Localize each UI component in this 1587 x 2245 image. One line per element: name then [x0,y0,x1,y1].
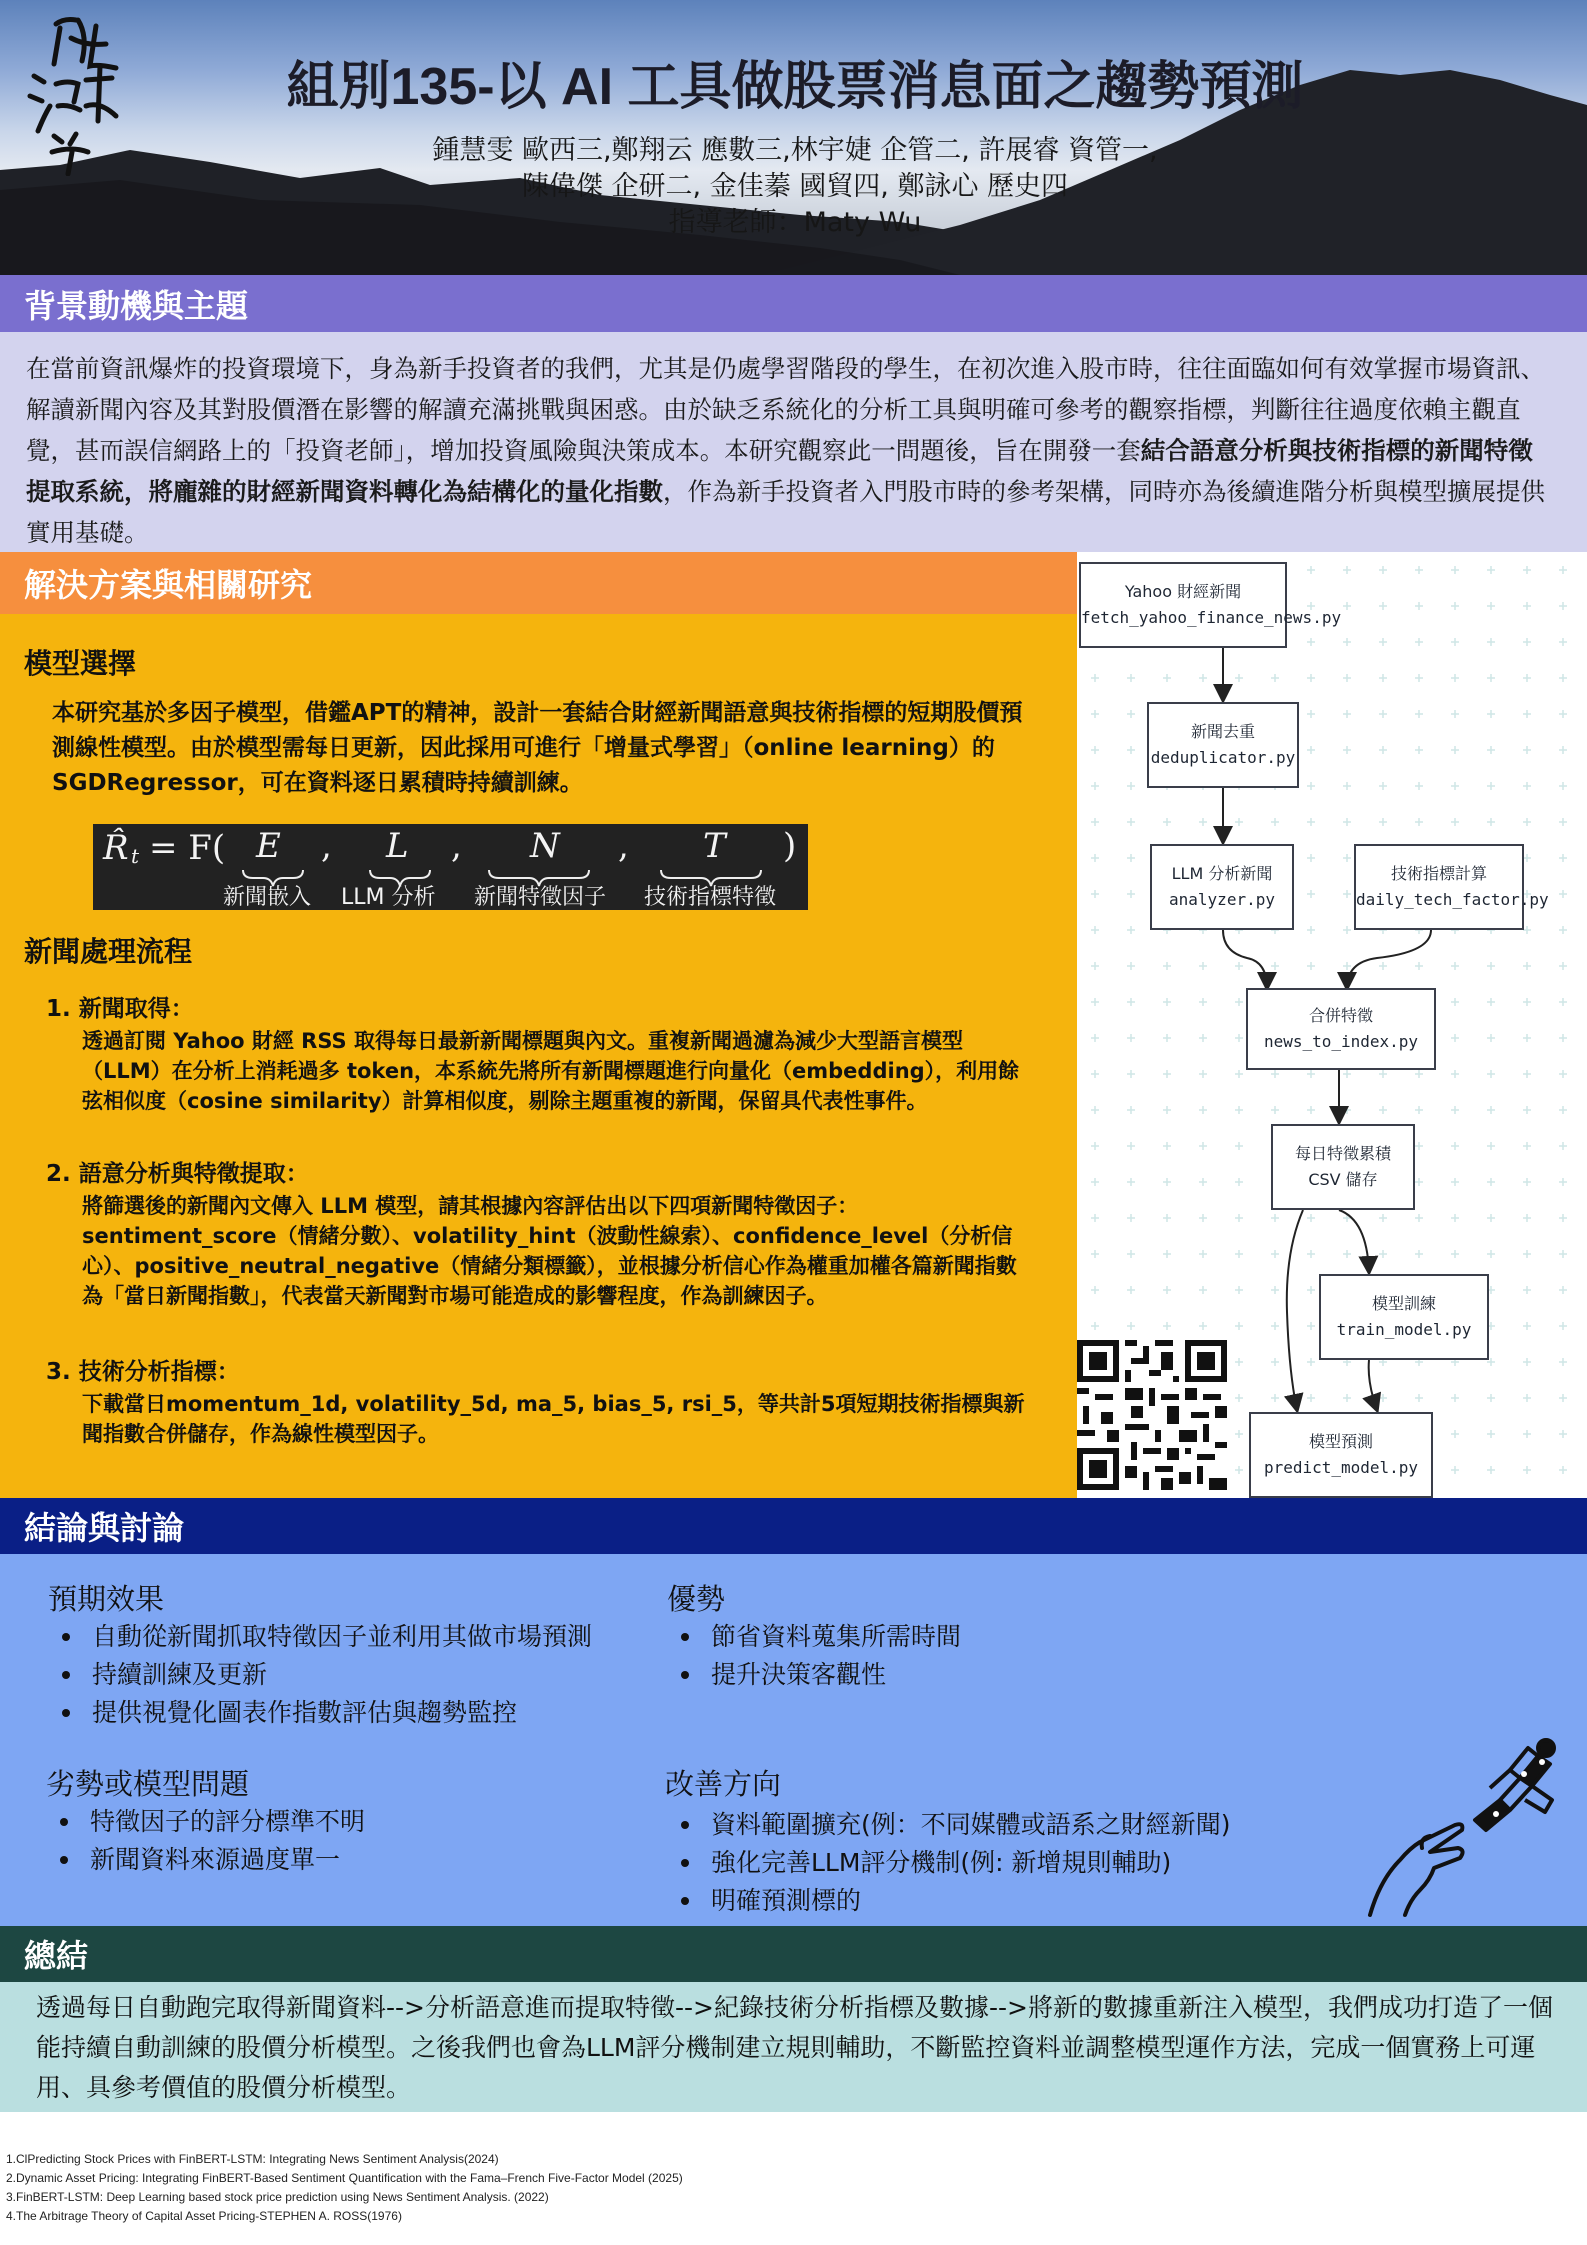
formula-var-l: L [386,826,409,866]
flow-node-merge-code: news_to_index.py [1263,1032,1419,1051]
flow-node-accumulate [1271,1124,1415,1210]
advantages-title: 優勢 [667,1582,726,1616]
list-item: 明確預測標的 [667,1882,1231,1920]
summary-box [0,1982,1587,2112]
flow-node-merge-label: 合併特徵 [1308,1006,1373,1025]
poster-header [0,0,1587,275]
authors-line-1: 鍾慧雯 歐西三,鄭翔云 應數三,林宇婕 企管二, 許展睿 資管一, [432,135,1158,166]
reference-item: 4.The Arbitrage Theory of Capital Asset Pricing-STEPHEN A. ROSS(1976) [6,2209,402,2223]
list-item: 提升決策客觀性 [667,1656,961,1694]
flow-node-fetch-label: Yahoo 財經新聞 [1124,582,1242,601]
advantages-list [667,1618,961,1694]
background-text: 在當前資訊爆炸的投資環境下，身為新手投資者的我們，尤其是仍處學習階段的學生，在初次進入股市時，往往面臨如何有效掌握市場資訊、解讀新聞內容及其對股價潛在影響的解讀充滿挑戰與困惑。由於缺乏系統化的分析工具與明確可參考的觀察指標，判斷往往過度依賴主觀直覺，甚而誤信網路上的「投資老師」，增加投資風險與決策成本。本研究觀察此一問題後，旨在開發一套 [26,354,1545,465]
flow-node-llm-code: analyzer.py [1169,890,1275,909]
formula-label-n: 新聞特徵因子 [474,885,607,910]
background-text-end: ，作為新手投資者入門股市時的參考架構，同時亦為後續進階分析與模型擴展提供實用基礎。 [26,477,1545,547]
formula-lhs-sub: t [131,844,140,868]
section-bar-solution [0,552,1077,614]
flow-node-fetch-code: fetch_yahoo_finance_news.py [1081,608,1342,627]
step-1-text: 透過訂閱 Yahoo 財經 RSS 取得每日最新新聞標題與內文。重複新聞過濾為減少大型語言模型（LLM）在分析上消耗過多 token，本系統先將所有新聞標題進行向量化（embedding），利用餘弦相似度（cosine similarity）計算相似度，剔除主題重複的新聞，保留具代表性事件。 [82,1029,1020,1113]
step-3-head: 3. 技術分析指標： [46,1359,240,1385]
formula-box: R̂ t = F( E , L , N , T ) 新聞嵌入 LLM 分析 新聞特徵因子 技術指標特徵 [93,824,808,910]
qr-code-icon[interactable] [1077,1340,1227,1490]
flow-node-llm [1150,844,1294,930]
formula-lhs: R̂ [103,828,129,868]
step-3-text: 下載當日momentum_1d, volatility_5d, ma_5, bias_5, rsi_5，等共計5項短期技術指標與新聞指數合併儲存，作為線性模型因子。 [82,1392,1025,1446]
flow-node-dedup-label: 新聞去重 [1190,722,1255,741]
university-logo [16,6,126,176]
authors-line-2: 陳偉傑 企研二, 金佳蓁 國貿四, 鄭詠心 歷史四 [521,171,1069,202]
weaknesses-list [46,1803,365,1879]
advisor: 指導老師：Maty Wu [668,207,922,238]
model-heading: 模型選擇 [24,647,137,680]
flow-node-train-label: 模型訓練 [1371,1294,1436,1313]
weaknesses-title: 劣勢或模型問題 [46,1767,250,1801]
formula-eq: = F( [149,828,226,868]
list-item: 新聞資料來源過度單一 [46,1841,365,1879]
formula-var-t: T [703,826,726,866]
section-title-summary: 總結 [24,1937,89,1975]
formula-label-t: 技術指標特徵 [644,885,777,910]
flow-node-dedup-code: deduplicator.py [1150,748,1296,767]
list-item: 強化完善LLM評分機制(例: 新增規則輔助) [667,1844,1231,1882]
flow-node-predict-code: predict_model.py [1263,1458,1419,1477]
flow-node-tech-label: 技術指標計算 [1390,864,1487,883]
formula-label-l: LLM 分析 [341,885,436,910]
formula-label-e: 新聞嵌入 [223,885,312,910]
formula-var-e: E [256,826,281,866]
model-text: 本研究基於多因子模型，借鑑APT的精神，設計一套結合財經新聞語意與技術指標的短期股價預測線性模型。由於模型需每日更新，因此採用可進行「增量式學習」（online learning）的SGDRegressor，可在資料逐日累積時持續訓練。 [52,700,1023,796]
formula-var-n: N [530,826,560,866]
section-bar-conclusion [0,1498,1587,1554]
section-title-conclusion: 結論與討論 [24,1509,185,1547]
background-text-emphasis: 結合語意分析與技術指標的新聞特徵提取系統，將龐雜的財經新聞資料轉化為結構化的量化指數 [26,436,1533,506]
list-item: 節省資料蒐集所需時間 [667,1618,961,1656]
flow-node-fetch [1079,562,1342,648]
flowchart-panel [1077,552,1587,1498]
expected-list [48,1618,592,1732]
section-title-solution: 解決方案與相關研究 [24,566,313,604]
pipeline-heading: 新聞處理流程 [24,935,193,968]
human-robot-hands-icon [1360,1730,1560,1920]
summary-text: 透過每日自動跑完取得新聞資料-->分析語意進而提取特徵-->紀錄技術分析指標及數據-->將新的數據重新注入模型，我們成功打造了一個能持續自動訓練的股價分析模型。之後我們也會為LLM評分機制建立規則輔助，不斷監控資料並調整模型運作方法，完成一個實務上可運用、具參考價值的股價分析模型。 [36,1993,1553,2102]
list-item: 持續訓練及更新 [48,1656,592,1694]
list-item: 提供視覺化圖表作指數評估與趨勢監控 [48,1694,592,1732]
reference-item: 3.FinBERT-LSTM: Deep Learning based stock price prediction using News Sentiment Analysis. (2022) [6,2190,549,2204]
flow-node-llm-label: LLM 分析新聞 [1171,864,1273,883]
flow-node-accumulate-code: CSV 儲存 [1308,1170,1378,1189]
flow-node-train-code: train_model.py [1336,1320,1472,1339]
flow-node-tech [1354,844,1549,930]
step-1-head: 1. 新聞取得： [46,996,194,1022]
flow-node-dedup [1147,702,1299,788]
reference-item: 1.ClPredicting Stock Prices with FinBERT-LSTM: Integrating News Sentiment Analysis(2024) [6,2152,499,2166]
flow-node-train [1319,1274,1489,1360]
poster-title: 組別135-以 AI 工具做股票消息面之趨勢預測 [286,58,1304,116]
step-2-text: 將篩選後的新聞內文傳入 LLM 模型，請其根據內容評估出以下四項新聞特徵因子：sentiment_score（情緒分數）、volatility_hint（波動性線索）、confidence_level（分析信心）、positive_neutral_negative（情緒分類標籤），並根據分析信心作為權重加權各篇新聞指數為「當日新聞指數」，代表當天新聞對市場可能造成的影響程度，作為訓練因子。 [82,1194,1017,1308]
flow-node-predict [1249,1412,1433,1498]
improvements-list [667,1806,1231,1920]
improvements-title: 改善方向 [665,1767,782,1801]
list-item: 特徵因子的評分標準不明 [46,1803,365,1841]
background-text-box [0,332,1587,552]
list-item: 自動從新聞抓取特徵因子並利用其做市場預測 [48,1618,592,1656]
section-bar-summary [0,1926,1587,1982]
list-item: 資料範圍擴充(例：不同媒體或語系之財經新聞) [667,1806,1231,1844]
flow-node-tech-code: daily_tech_factor.py [1356,890,1549,909]
flow-node-merge [1246,988,1436,1070]
section-title-background: 背景動機與主題 [24,286,249,325]
reference-item: 2.Dynamic Asset Pricing: Integrating FinBERT-Based Sentiment Quantification with the Fama–French Five-Factor Model (2025) [6,2171,683,2185]
references [6,2150,683,2226]
expected-title: 預期效果 [48,1582,165,1616]
step-2-head: 2. 語意分析與特徵提取： [46,1161,309,1187]
formula-close: ) [783,826,797,866]
flow-node-accumulate-label: 每日特徵累積 [1294,1144,1391,1163]
calligraphy-logo-icon [16,6,126,176]
flow-node-predict-label: 模型預測 [1308,1432,1373,1451]
section-bar-background [0,275,1587,332]
